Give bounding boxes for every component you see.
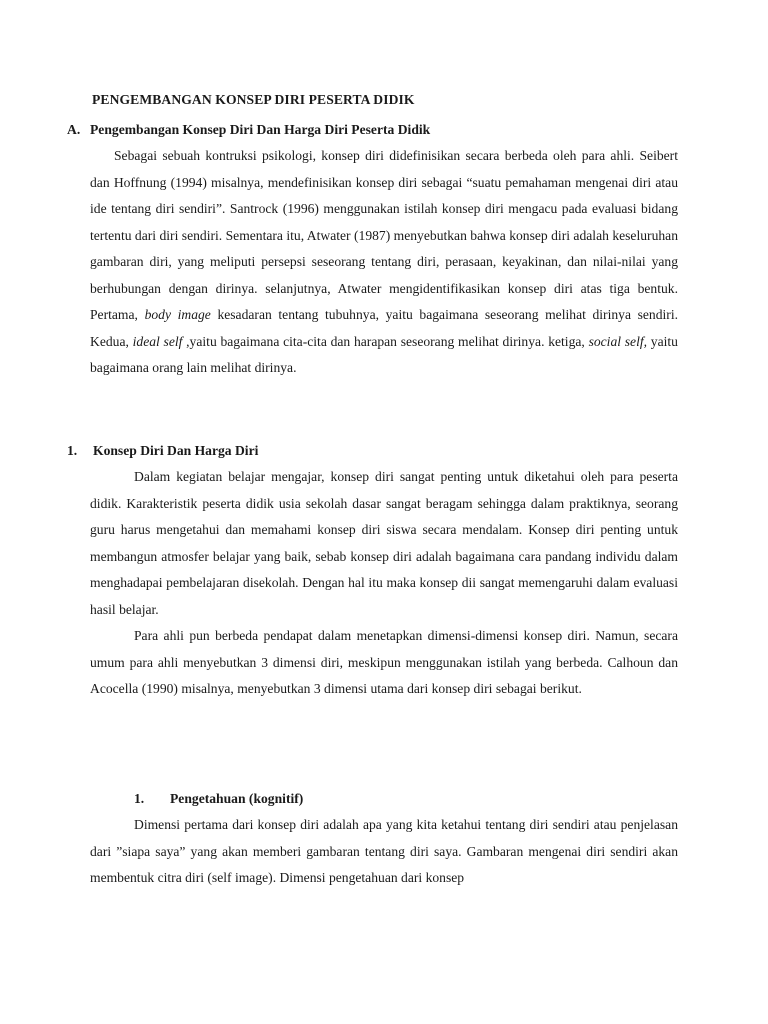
- section-a-number: A.: [67, 122, 81, 137]
- section-a-heading: [67, 122, 430, 138]
- term-body-image: body image: [144, 307, 211, 322]
- subsection-1-number: 1.: [134, 791, 145, 806]
- section-1-number: 1.: [67, 443, 78, 458]
- section-a-paragraph: [90, 143, 678, 382]
- subsection-1-paragraph: Dimensi pertama dari konsep diri adalah apa yang kita ketahui tentang diri sendiri atau penjelasan dari ”siapa saya” yang akan memberi gambaran tentang diri saya. Gambaran mengenai diri sendiri akan membentuk citra diri (self image). Dimensi pengetahuan dari konsep: [90, 817, 678, 885]
- term-social-self: social self,: [588, 333, 648, 349]
- section-a-title: Pengembangan Konsep Diri Dan Harga Diri Peserta Didik: [90, 122, 431, 137]
- subsection-1-heading: [134, 791, 303, 807]
- term-ideal-self: ideal self: [132, 333, 183, 349]
- document-title: PENGEMBANGAN KONSEP DIRI PESERTA DIDIK: [92, 92, 415, 107]
- section-1-title: Konsep Diri Dan Harga Diri: [93, 443, 259, 458]
- section-a-text-1: Sebagai sebuah kontruksi psikologi, konsep diri didefinisikan secara berbeda oleh para ahli. Seibert dan Hoffnung (1994) misalnya, mendefinisikan konsep diri sebagai “suatu pemahaman mengenai diri atau ide tentang diri sendiri”. Santrock (1996) menggunakan istilah konsep diri mengacu pada evaluasi bidang tertentu dari diri sendiri. Sementara itu, Atwater (1987) menyebutkan bahwa konsep diri adalah keseluruhan gambaran diri, yang meliputi persepsi seseorang tentang diri, perasaan, keyakinan, dan nilai-nilai yang berhubungan dengan dirinya. selanjutnya, Atwater mengidentifikasikan konsep diri atas tiga bentuk. Pertama,: [90, 148, 678, 322]
- section-a-text-2: kesadaran tentang tubuhnya, yaitu bagaimana seseorang melihat dirinya sendiri. Kedua,: [90, 307, 678, 349]
- section-1-paragraph-1: Dalam kegiatan belajar mengajar, konsep diri sangat penting untuk diketahui oleh para peserta didik. Karakteristik peserta didik usia sekolah dasar sangat beragam sehingga dalam praktiknya, seorang guru harus mengetahui dan memahami konsep diri siswa secara mendalam. Konsep diri penting untuk membangun atmosfer belajar yang baik, sebab konsep diri adalah bagaimana cara pandang individu dalam menghadapai pembelajaran disekolah. Dengan hal itu maka konsep dii sangat memengaruhi dalam evaluasi hasil belajar.: [90, 469, 678, 617]
- section-1-paragraph-2: Para ahli pun berbeda pendapat dalam menetapkan dimensi-dimensi konsep diri. Namun, secara umum para ahli menyebutkan 3 dimensi diri, meskipun menggunakan istilah yang berbeda. Calhoun dan Acocella (1990) misalnya, menyebutkan 3 dimensi utama dari konsep diri sebagai berikut.: [90, 628, 678, 696]
- section-1-heading: [67, 443, 258, 459]
- subsection-1-title: Pengetahuan (kognitif): [170, 791, 304, 806]
- section-a-text-3: ,yaitu bagaimana cita-cita dan harapan seseorang melihat dirinya. ketiga,: [182, 333, 589, 349]
- section-a-text-4: yaitu bagaimana orang lain melihat dirinya.: [90, 333, 678, 375]
